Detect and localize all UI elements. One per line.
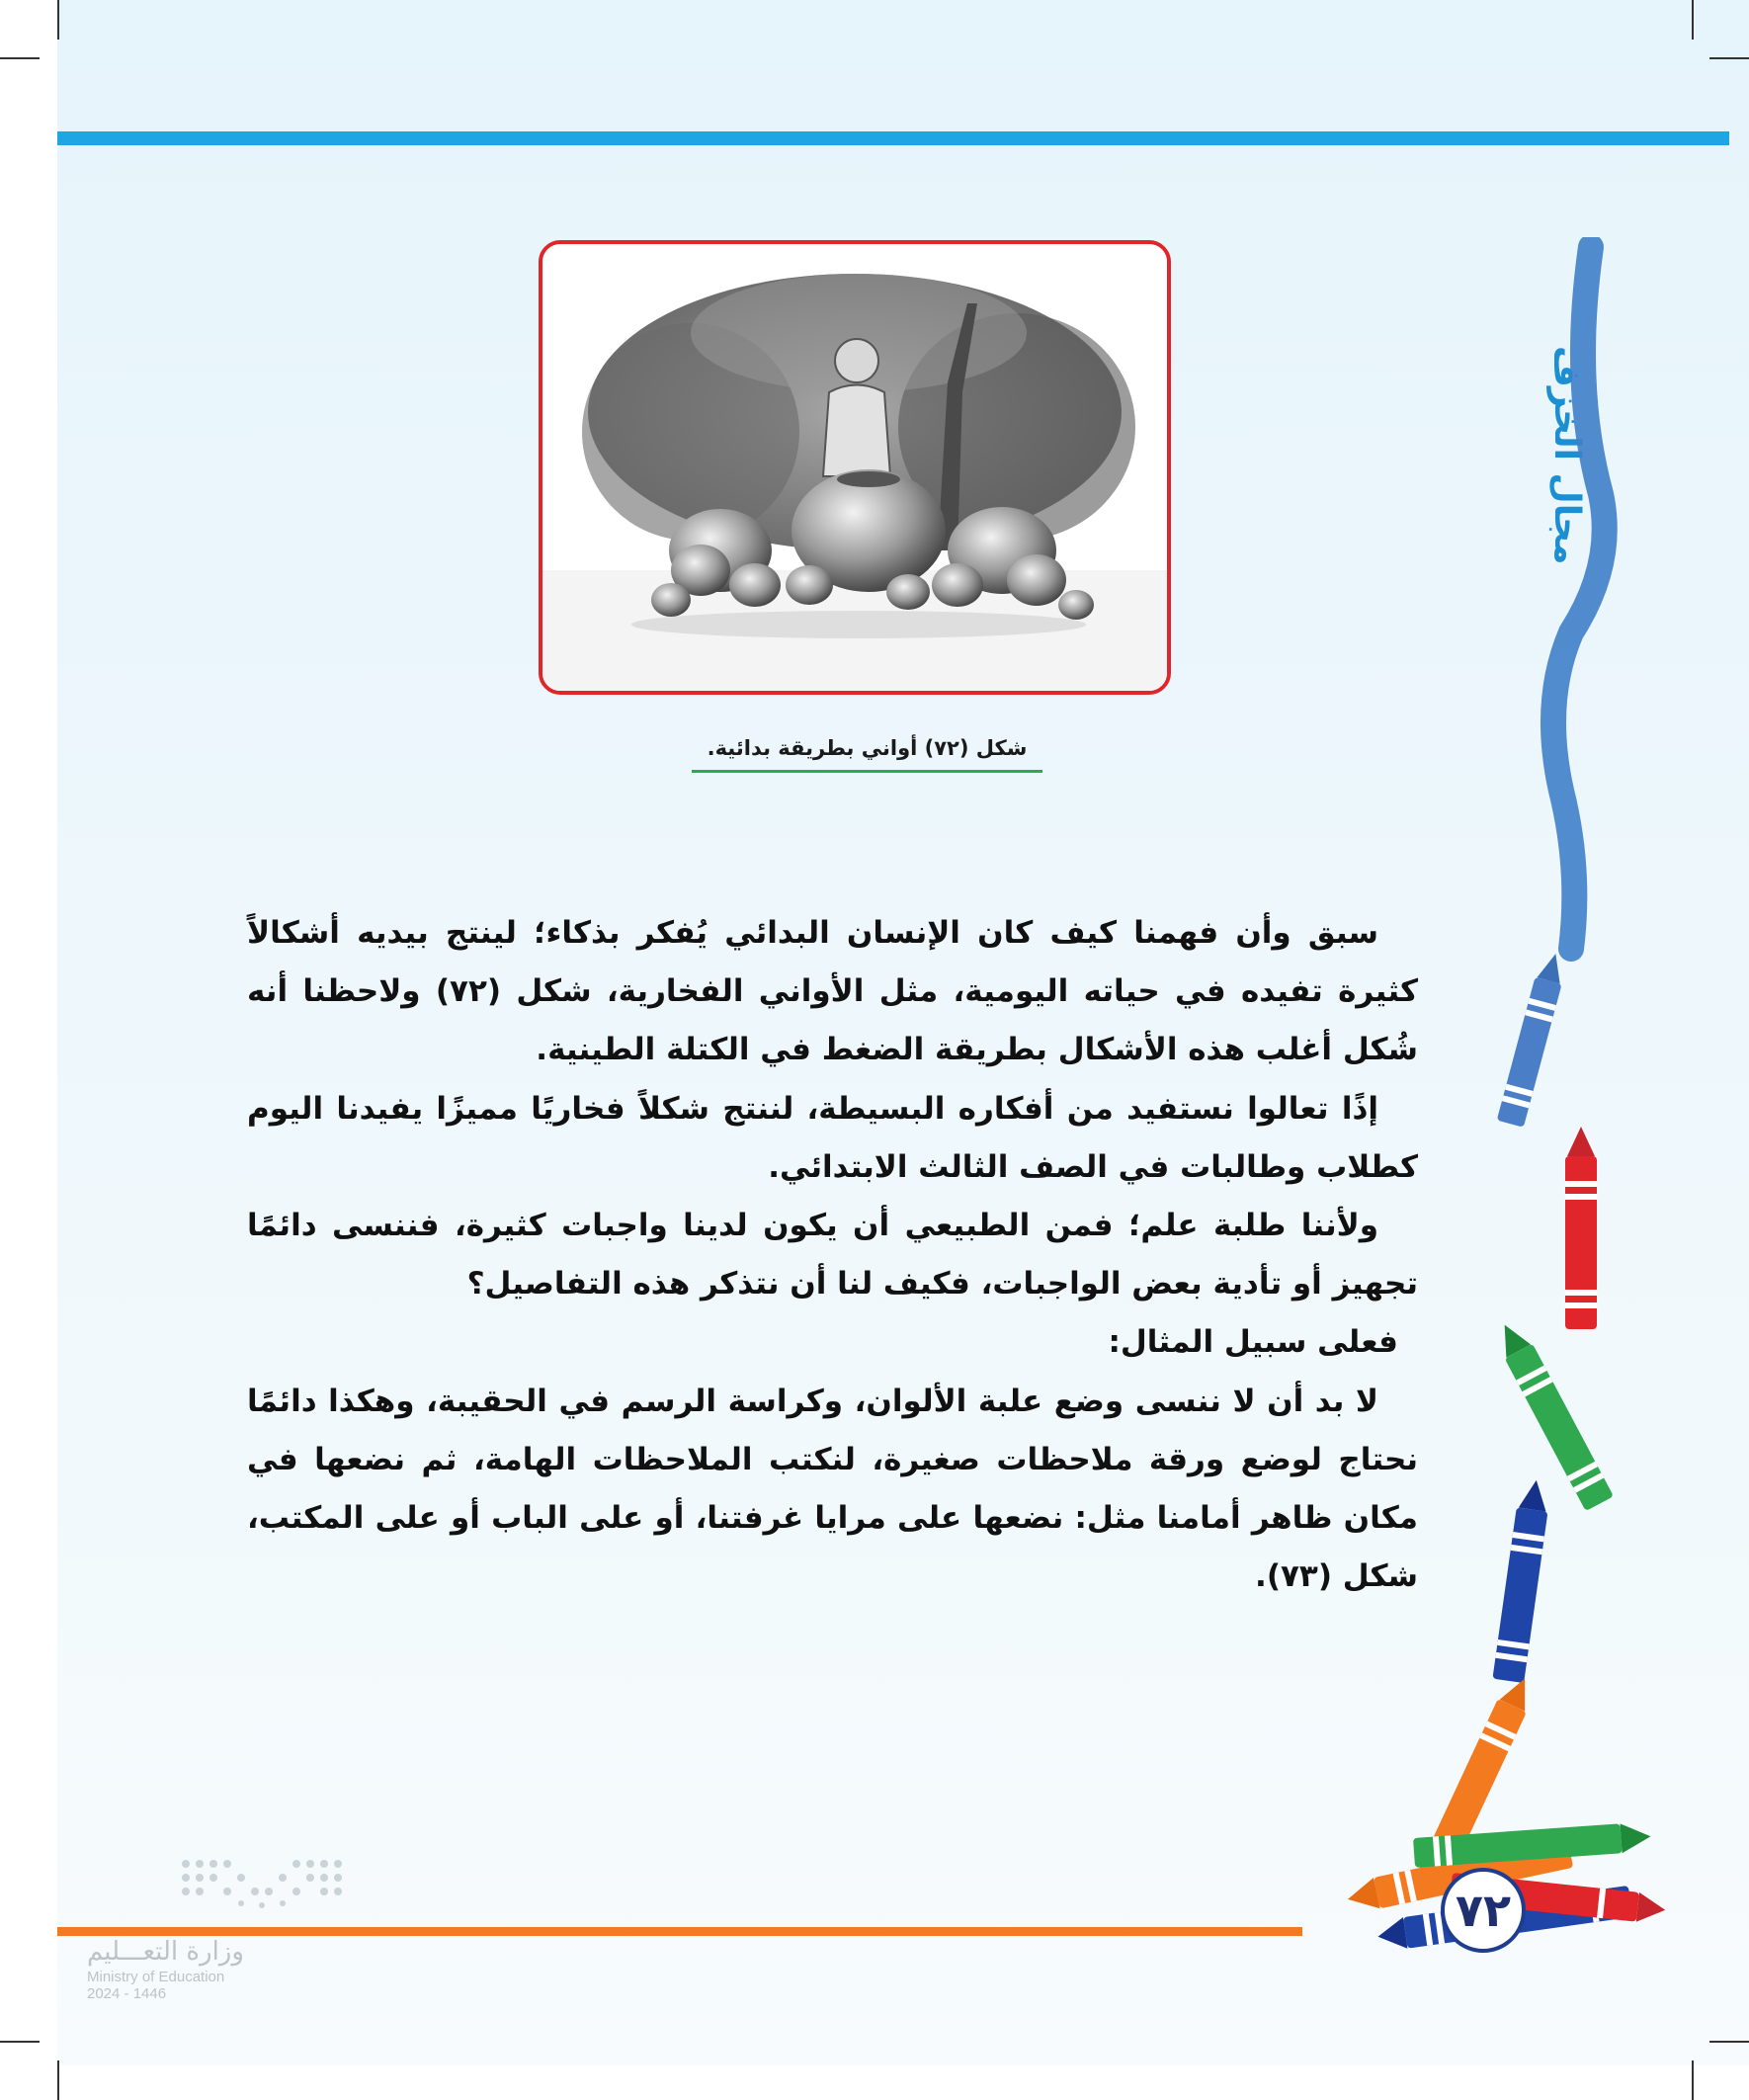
paragraph: لا بد أن لا ننسى وضع علبة الألوان، وكراسة الرسم في الحقيبة، وهكذا دائمًا نحتاج لوضع ورقة ملاحظات صغيرة، لنكتب الملاحظات الهامة، ثم نضعها في مكان ظاهر أمامنا مثل: نضعها على مرايا غرفتنا، أو على الباب أو على المكتب، شكل (٧٣).: [247, 1383, 1418, 1595]
ministry-logo-icon: [178, 1856, 356, 1911]
crop-mark: [1692, 2060, 1694, 2100]
crop-mark: [57, 0, 59, 40]
figure-caption: شكل (٧٢) أواني بطريقة بدائية.: [692, 736, 1042, 773]
crayon-icon: [1565, 1127, 1597, 1329]
paragraph: إذًا تعالوا نستفيد من أفكاره البسيطة، لننتج شكلاً فخاريًا مميزًا يفيدنا اليوم كطلاب وطالبات في الصف الثالث الابتدائي.: [247, 1090, 1418, 1185]
page-number: ٧٢: [1441, 1868, 1526, 1953]
edition-year: 2024 - 1446: [87, 1985, 167, 2002]
bottom-accent-bar: [57, 1927, 1302, 1936]
crayon-icon: [1491, 1317, 1614, 1511]
ministry-name-english: Ministry of Education: [87, 1969, 225, 1985]
paragraph: سبق وأن فهمنا كيف كان الإنسان البدائي يُفكر بذكاء؛ لينتج بيديه أشكالاً كثيرة تفيده في حياته اليومية، مثل الأواني الفخارية، شكل (٧٢) ولاحظنا أنه شُكل أغلب هذه الأشكال بطريقة الضغط في الكتلة الطينية.: [247, 915, 1419, 1068]
ministry-name-arabic: وزارة التعـــليم: [87, 1937, 244, 1967]
crayon-icon: [1497, 951, 1569, 1128]
crop-mark: [1692, 0, 1694, 40]
crop-mark: [1709, 2041, 1749, 2043]
figure-frame: [539, 240, 1171, 695]
body-text: [247, 904, 1418, 1606]
crop-mark: [0, 57, 40, 59]
crop-mark: [1709, 57, 1749, 59]
paragraph: ولأننا طلبة علم؛ فمن الطبيعي أن يكون لدينا واجبات كثيرة، فننسى دائمًا تجهيز أو تأدية بعض الواجبات، فكيف لنا أن نتذكر هذه التفاصيل؟: [247, 1208, 1418, 1302]
crop-mark: [0, 2041, 40, 2043]
ministry-logo: [87, 1937, 285, 2002]
example-label: فعلى سبيل المثال:: [1108, 1324, 1398, 1361]
crop-mark: [57, 2060, 59, 2100]
pottery-illustration: [542, 244, 1167, 691]
top-accent-bar: [57, 131, 1729, 145]
section-title: مجال الخزف: [1546, 346, 1587, 565]
crayon-icon: [1492, 1478, 1551, 1683]
